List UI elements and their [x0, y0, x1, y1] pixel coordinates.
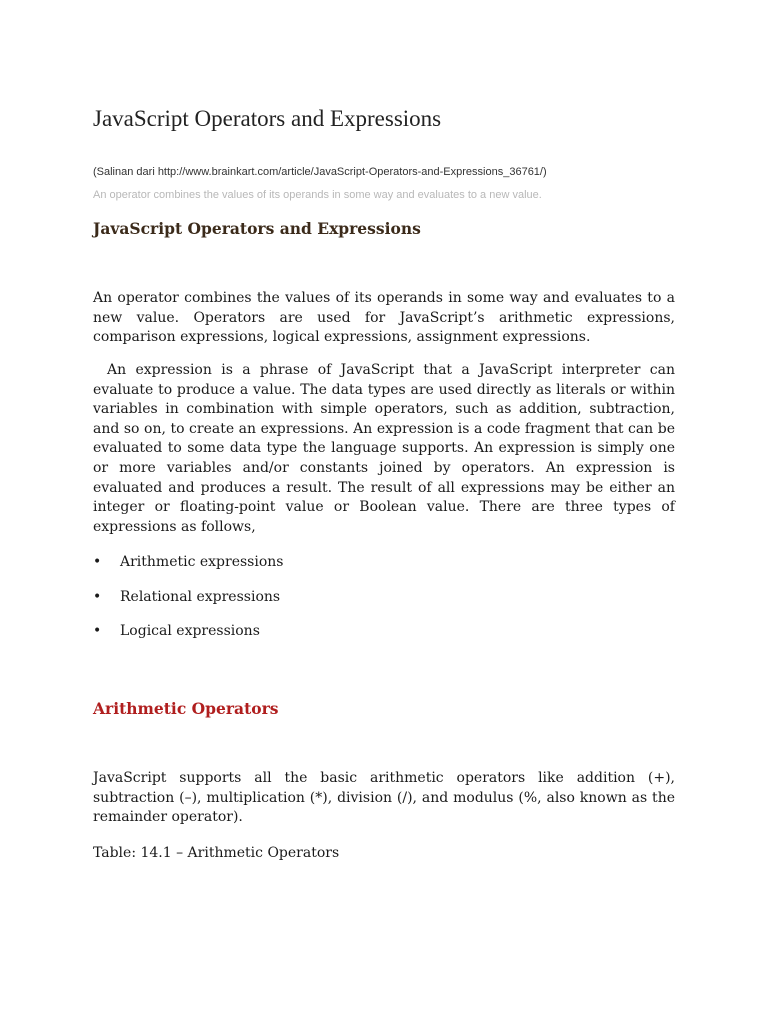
- faded-summary: An operator combines the values of its operands in some way and evaluates to a new value.: [93, 189, 542, 201]
- list-item: [93, 587, 283, 607]
- bullet-icon: •: [93, 588, 102, 605]
- bullet-icon: •: [93, 623, 102, 639]
- table-caption: Table: 14.1 – Arithmetic Operators: [93, 845, 340, 861]
- source-note: (Salinan dari http://www.brainkart.com/article/JavaScript-Operators-and-Expressions_36761/): [93, 166, 547, 178]
- expression-types-list: [93, 552, 283, 656]
- bullet-icon: •: [93, 554, 102, 570]
- arithmetic-paragraph: JavaScript supports all the basic arithmetic operators like addition (+), subtraction (–), multiplication (*), division (/), and modulus (%, also known as the remainder operator).: [93, 770, 675, 826]
- section-heading: JavaScript Operators and Expressions: [93, 219, 421, 238]
- expression-paragraph: An expression is a phrase of JavaScript that a JavaScript interpreter can evaluate to produce a value. The data types are used directly as literals or within variables in combination with simple operators, such as addition, subtraction, and so on, to create an expressions. An expression is a code fragment that can be evaluated to some data type the language supports. An expression is simply one or more variables and/or constants joined by operators. An expression is evaluated and produces a result. The result of all expressions may be either an integer or floating-point value or Boolean value. There are three types of expressions as follows,: [93, 362, 675, 535]
- list-item-label: Arithmetic expressions: [120, 554, 284, 570]
- list-item: [93, 621, 283, 641]
- document-title: JavaScript Operators and Expressions: [93, 106, 442, 131]
- arithmetic-operators-heading: Arithmetic Operators: [93, 699, 279, 718]
- list-item: [93, 552, 283, 572]
- intro-paragraph: An operator combines the values of its operands in some way and evaluates to a new value. Operators are used for JavaScript’s arithmetic expressions, comparison expressions, logical expressions, assignment expressions.: [93, 290, 675, 346]
- list-item-label: Logical expressions: [120, 623, 260, 639]
- list-item-label: Relational expressions: [120, 588, 281, 605]
